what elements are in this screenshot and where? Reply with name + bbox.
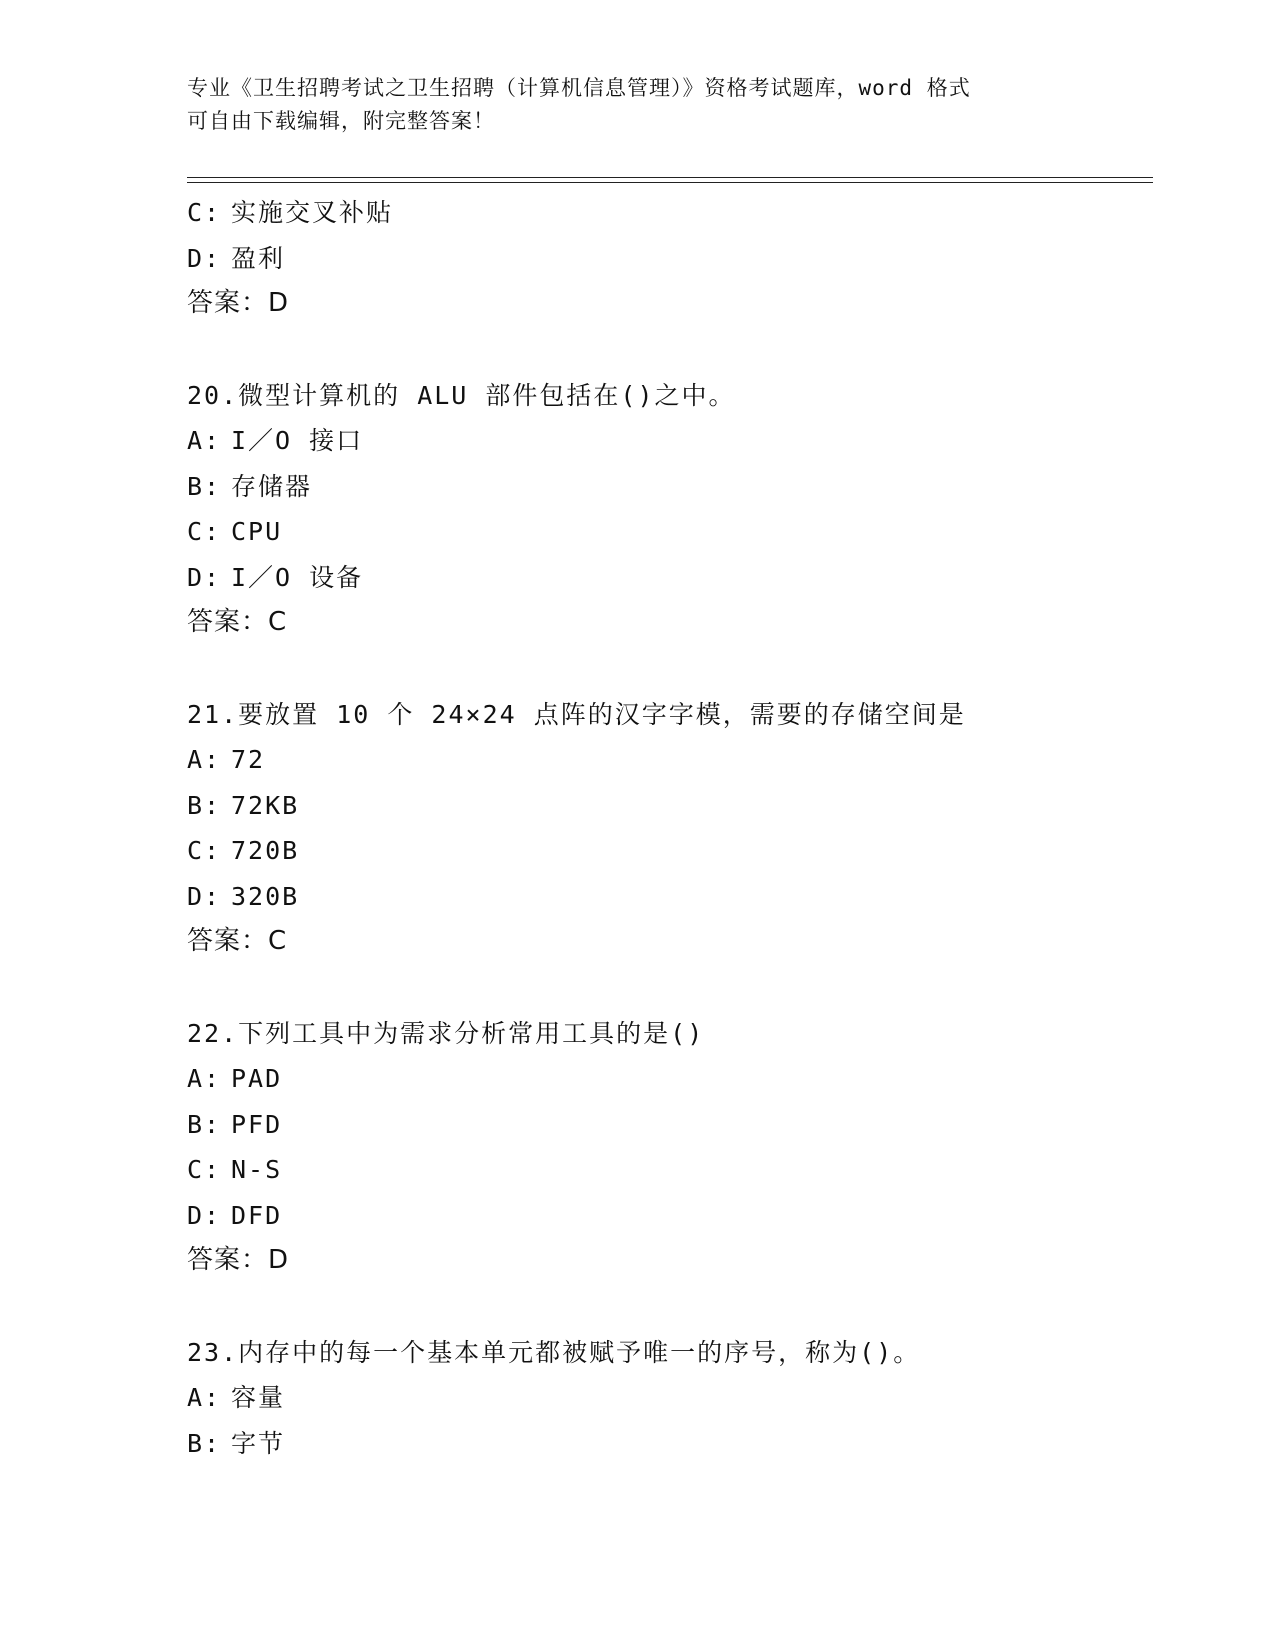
question-title: 21.要放置 10 个 24×24 点阵的汉字字模，需要的存储空间是 xyxy=(187,699,966,729)
option-key: B: xyxy=(187,471,222,501)
option-text: N-S xyxy=(231,1155,283,1184)
option-key: A: xyxy=(187,426,222,455)
option-key: C: xyxy=(187,836,222,865)
option-line xyxy=(187,1102,1153,1148)
option-key: D: xyxy=(187,562,222,592)
option-key: A: xyxy=(187,1383,222,1412)
header-divider-bottom xyxy=(187,182,1153,183)
option-text: DFD xyxy=(231,1200,283,1230)
answer-line: 答案：C xyxy=(187,926,288,956)
question-block-20 xyxy=(187,373,1153,646)
option-line xyxy=(187,783,1153,829)
option-line xyxy=(187,236,1153,282)
option-key: A: xyxy=(187,1064,222,1093)
option-text: PAD xyxy=(231,1064,283,1093)
option-line xyxy=(187,509,1153,555)
option-text: 72KB xyxy=(231,790,300,820)
option-text: I／O 接口 xyxy=(231,426,364,455)
option-text: 字节 xyxy=(231,1428,286,1458)
option-key: B: xyxy=(187,1109,222,1139)
option-line xyxy=(187,1147,1153,1193)
header-divider-top xyxy=(187,177,1153,178)
header-line-2: 可自由下载编辑，附完整答案！ xyxy=(187,109,495,133)
option-key: C: xyxy=(187,517,222,546)
option-text: 320B xyxy=(231,881,300,911)
option-line xyxy=(187,464,1153,510)
option-line xyxy=(187,1375,1153,1421)
question-list xyxy=(187,190,1153,1466)
header-line-1: 专业《卫生招聘考试之卫生招聘（计算机信息管理）》资格考试题库，word 格式 xyxy=(187,76,971,100)
option-text: 720B xyxy=(231,836,300,865)
option-line xyxy=(187,555,1153,601)
document-header xyxy=(187,72,1087,138)
option-text: 实施交叉补贴 xyxy=(231,198,394,227)
option-text: 存储器 xyxy=(231,471,313,501)
answer-line: 答案：C xyxy=(187,607,288,637)
option-text: PFD xyxy=(231,1109,283,1139)
option-line xyxy=(187,874,1153,920)
option-text: 盈利 xyxy=(231,243,286,273)
option-key: B: xyxy=(187,1428,222,1458)
option-line xyxy=(187,1056,1153,1102)
question-title: 22.下列工具中为需求分析常用工具的是() xyxy=(187,1018,705,1048)
question-block-23 xyxy=(187,1330,1153,1467)
option-line xyxy=(187,828,1153,874)
option-key: D: xyxy=(187,1200,222,1230)
option-text: CPU xyxy=(231,517,283,546)
option-key: B: xyxy=(187,790,222,820)
option-text: 72 xyxy=(231,745,266,774)
option-line xyxy=(187,1421,1153,1467)
option-text: 容量 xyxy=(231,1383,286,1412)
option-key: C: xyxy=(187,1155,222,1184)
option-line xyxy=(187,737,1153,783)
question-block-21 xyxy=(187,692,1153,965)
answer-line: 答案：D xyxy=(187,288,290,318)
option-text: I／O 设备 xyxy=(231,562,364,592)
answer-line: 答案：D xyxy=(187,1245,290,1275)
question-title: 23.内存中的每一个基本单元都被赋予唯一的序号，称为()。 xyxy=(187,1337,921,1367)
option-key: A: xyxy=(187,745,222,774)
option-key: D: xyxy=(187,243,222,273)
question-block-previous xyxy=(187,190,1153,327)
option-line xyxy=(187,418,1153,464)
question-title: 20.微型计算机的 ALU 部件包括在()之中。 xyxy=(187,380,736,410)
option-line xyxy=(187,190,1153,236)
option-line xyxy=(187,1193,1153,1239)
question-block-22 xyxy=(187,1011,1153,1284)
option-key: C: xyxy=(187,198,222,227)
option-key: D: xyxy=(187,881,222,911)
